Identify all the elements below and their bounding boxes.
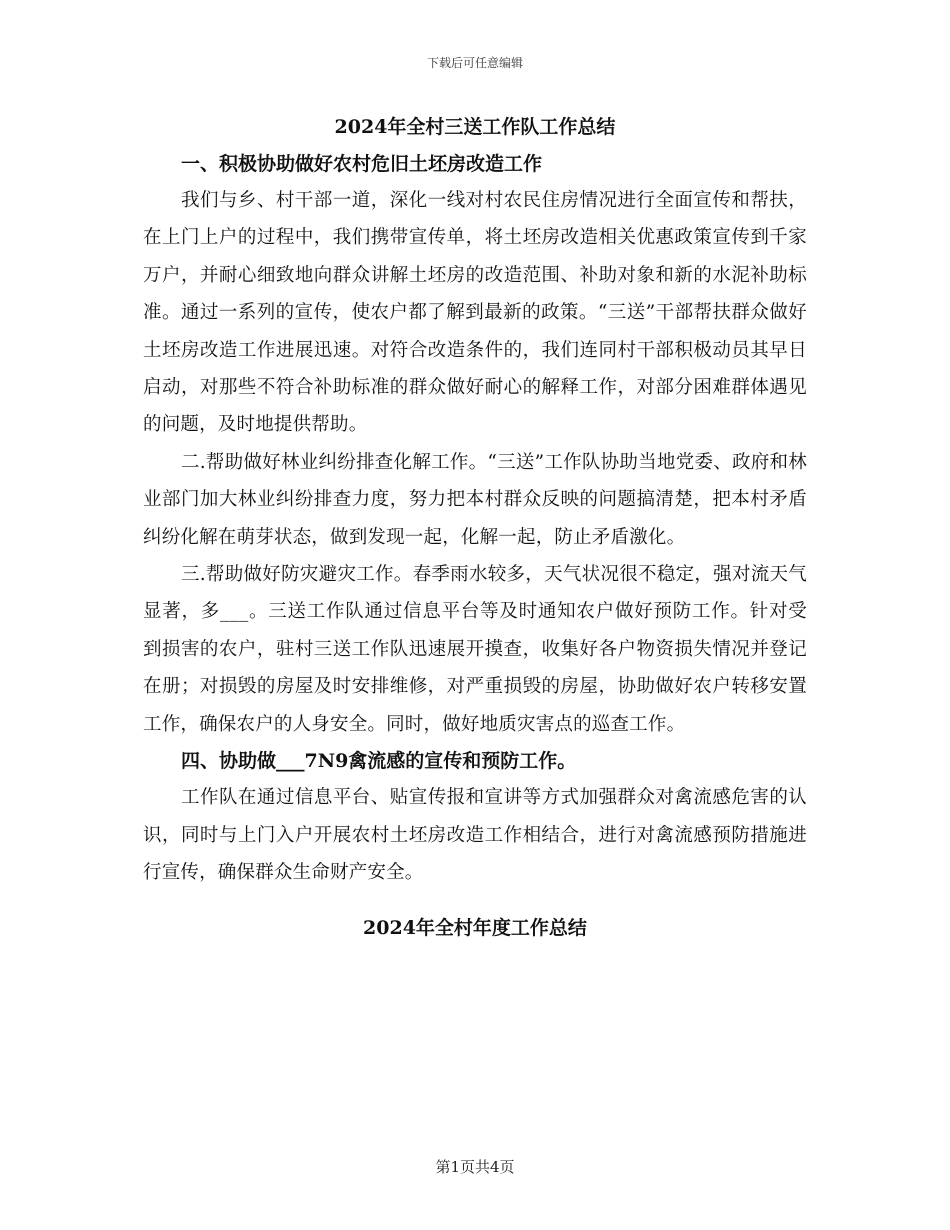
section2-paragraph: 二.帮助做好林业纠纷排查化解工作。“三送”工作队协助当地党委、政府和林业部门加大林业纠纷排查力度，努力把本村群众反映的问题搞清楚，把本村矛盾纠纷化解在萌芽状态，做到发现一起，化解一起，防止矛盾激化。 (143, 451, 807, 548)
document-body (143, 110, 807, 945)
section3-paragraph: 三.帮助做好防灾避灾工作。春季雨水较多，天气状况很不稳定，强对流天气显著，多___。三送工作队通过信息平台等及时通知农户做好预防工作。针对受到损害的农户，驻村三送工作队迅速展开摸查，收集好各户物资损失情况并登记在册；对损毁的房屋及时安排维修，对严重损毁的房屋，协助做好农户转移安置工作，确保农户的人身安全。同时，做好地质灾害点的巡查工作。 (143, 564, 807, 735)
document-title: 2024年全村三送工作队工作总结 (334, 116, 616, 138)
page-footer: 第1页共4页 (435, 1158, 515, 1176)
section1-heading: 一、积极协助做好农村危旧土坯房改造工作 (181, 153, 543, 175)
section4-heading: 四、协助做___7N9禽流感的宣传和预防工作。 (181, 750, 577, 773)
header-note: 下载后可任意编辑 (426, 56, 523, 70)
section1-paragraph: 我们与乡、村干部一道，深化一线对村农民住房情况进行全面宣传和帮扶，在上门上户的过程中，我们携带宣传单，将土坯房改造相关优惠政策宣传到千家万户，并耐心细致地向群众讲解土坯房的改造范围、补助对象和新的水泥补助标准。通过一系列的宣传，使农户都了解到最新的政策。“三送”干部帮扶群众做好土坯房改造工作进展迅速。对符合改造条件的，我们连同村干部积极动员其早日启动，对那些不符合补助标准的群众做好耐心的解释工作，对部分困难群体遇见的问题，及时地提供帮助。 (143, 190, 807, 436)
next-document-title: 2024年全村年度工作总结 (363, 917, 587, 940)
section4-paragraph: 工作队在通过信息平台、贴宣传报和宣讲等方式加强群众对禽流感危害的认识，同时与上门入户开展农村土坯房改造工作相结合，进行对禽流感预防措施进行宣传，确保群众生命财产安全。 (143, 787, 807, 883)
